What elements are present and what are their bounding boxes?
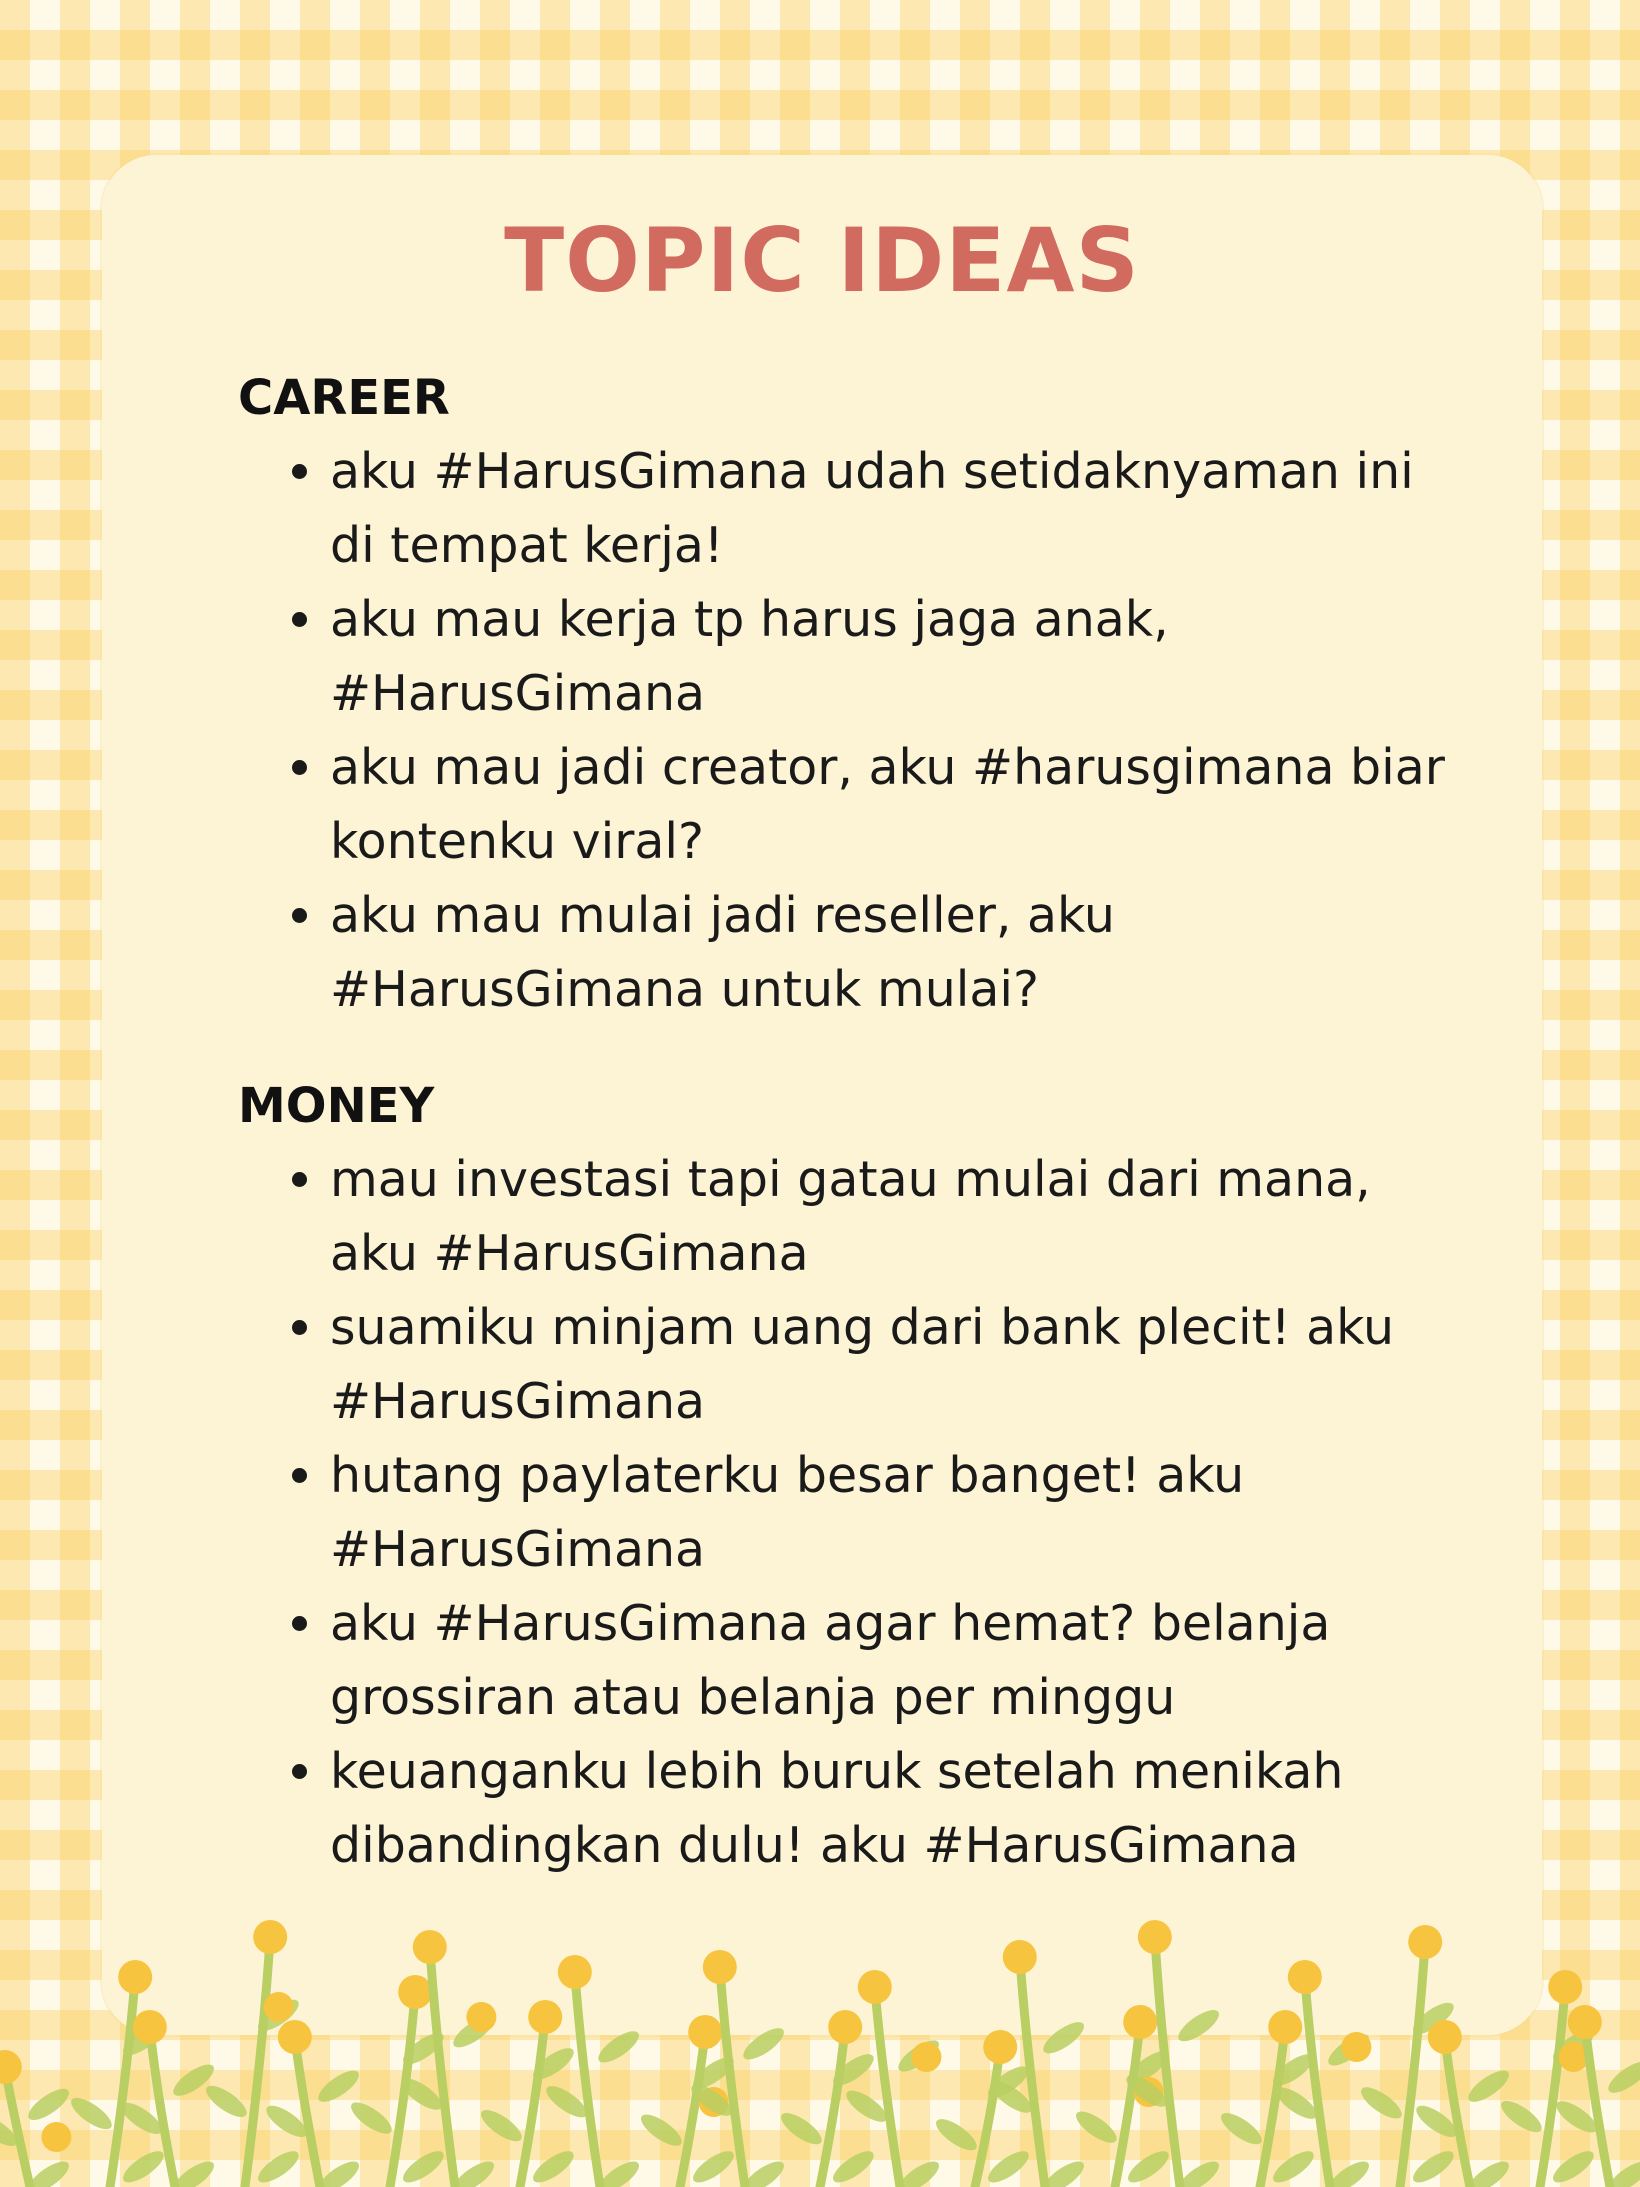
career-list [238,435,1468,1027]
flower-bud [118,1960,152,1994]
flower-stem [5,2067,30,2187]
leaf [254,2146,304,2187]
money-list [238,1143,1468,1883]
leaf [1409,2146,1459,2187]
list-item: aku #HarusGimana agar hemat? belanja grossiran atau belanja per minggu [238,1587,1468,1735]
leaf [1217,2108,1267,2150]
leaf [24,2083,74,2125]
leaf [347,2097,397,2139]
flower-stem [1400,1942,1425,2187]
leaf [1357,2082,1407,2124]
flower-stem [1260,2027,1285,2187]
list-item: aku mau jadi creator, aku #harusgimana biar kontenku viral? [238,731,1468,879]
leaf [67,2092,117,2134]
flower-bud [1548,1970,1582,2004]
list-item: hutang paylaterku besar banget! aku #HarusGimana [238,1439,1468,1587]
flower-bud [1341,2032,1371,2062]
flower-bud [1268,2010,1302,2044]
leaf [829,2146,879,2187]
section-career [238,365,1468,1027]
section-heading-money: MONEY [238,1078,435,1134]
topic-card [102,155,1542,2035]
flower-bud [688,2015,722,2049]
flower-bud [466,2002,496,2032]
leaf [1039,2017,1089,2059]
list-item: mau investasi tapi gatau mulai dari mana, aku #HarusGimana [238,1143,1468,1291]
list-item: suamiku minjam uang dari bank plecit! aku #HarusGimana [238,1291,1468,1439]
leaf [399,2146,449,2187]
flower-bud [558,1955,592,1989]
leaf [984,2146,1034,2187]
flower-stem [520,2017,545,2187]
flower-stem [575,1972,600,2187]
flower-stem [295,2037,320,2187]
flower-border-icon [0,1917,1640,2187]
page-title: TOPIC IDEAS [504,209,1140,312]
leaf [689,2146,739,2187]
list-item: aku mau mulai jadi reseller, aku #HarusGimana untuk mulai? [238,879,1468,1027]
list-item: aku mau kerja tp harus jaga anak, #HarusGimana [238,583,1468,731]
leaf [529,2146,579,2187]
flower-bud [528,2000,562,2034]
flower-bud [1138,1920,1172,1954]
leaf [1072,2106,1122,2148]
flower-bud [133,2010,167,2044]
flower-bud [0,2050,22,2084]
leaf [637,2109,687,2151]
flower-bud [983,2030,1017,2064]
section-heading-career: CAREER [238,370,450,426]
leaf [1549,2146,1599,2187]
flower-bud [264,1992,294,2022]
flower-bud [1123,2005,1157,2039]
flower-bud [1428,2020,1462,2054]
leaf [594,2026,644,2068]
flower-stem [245,1937,270,2187]
list-item: keuanganku lebih buruk setelah menikah dibandingkan dulu! aku #HarusGimana [238,1735,1468,1883]
leaf [202,2080,252,2122]
flower-bud [858,1970,892,2004]
leaf [314,2065,364,2107]
flower-bud [398,1975,432,2009]
leaf [1124,2146,1174,2187]
flower-stem [820,2027,845,2187]
flower-stem [110,1977,135,2187]
list-item: aku #HarusGimana udah setidaknyaman ini di tempat kerja! [238,435,1468,583]
flower-bud [703,1950,737,1984]
flower-bud [828,2010,862,2044]
flower-bud [1568,2005,1602,2039]
leaf [932,2114,982,2156]
leaf [119,2146,169,2187]
section-money [238,1073,1468,1883]
flower-stem [875,1987,900,2187]
flower-bud [41,2122,71,2152]
leaf [477,2105,527,2147]
flower-stem [1115,2022,1140,2187]
flower-bud [278,2020,312,2054]
leaf [739,2023,789,2065]
flower-stem [430,1947,455,2187]
leaf [24,2156,74,2187]
flower-bud [911,2042,941,2072]
flower-bud [1003,1940,1037,1974]
flower-stem [1540,1987,1565,2187]
flower-bud [413,1930,447,1964]
leaf [1174,2005,1224,2047]
flower-bud [253,1920,287,1954]
leaf [1604,2056,1640,2098]
flower-group [0,1920,1640,2187]
leaf [1497,2095,1547,2137]
flower-bud [1408,1925,1442,1959]
leaf [777,2108,827,2150]
leaf [1269,2146,1319,2187]
flower-bud [1288,1960,1322,1994]
